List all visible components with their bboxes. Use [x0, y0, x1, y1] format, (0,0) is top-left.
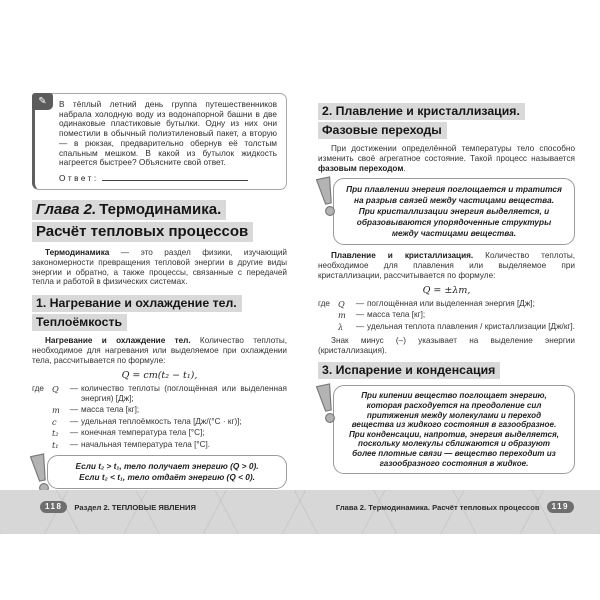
section2-heading: [318, 103, 575, 139]
definition-term: m: [52, 405, 60, 415]
left-page-footer: [40, 501, 196, 513]
section3-heading-line1: 3. Испарение и конденсация: [318, 362, 575, 379]
section1-heading: [32, 295, 287, 331]
note-paragraph: При конденсации, напротив, энергия выделяется, поскольку молекулы сближаются и образуют более плотные связи — вещество переходит из газообразного состояния в жидкое.: [348, 429, 560, 468]
note-box-phase: [333, 178, 575, 245]
question-box: [32, 93, 287, 190]
minus-note: Знак минус (–) указывает на выделение энергии (кристаллизация).: [318, 335, 575, 355]
definition-prefix: [32, 428, 52, 438]
footer-section-label: Раздел 2. ТЕПЛОВЫЕ ЯВЛЕНИЯ: [74, 502, 196, 512]
section2-heading-line1: 2. Плавление и кристаллизация.: [318, 103, 575, 120]
chapter-heading-line2: Расчёт тепловых процессов: [32, 222, 287, 242]
exclamation-icon: [316, 383, 338, 425]
note-box-energy: [47, 455, 287, 489]
section1-definitions: [32, 384, 287, 450]
section2-paragraph1: [318, 144, 575, 173]
chapter-heading: [32, 200, 287, 242]
definition-row: [32, 417, 287, 427]
definition-dash: —: [69, 383, 79, 393]
definition-dash: —: [355, 310, 365, 320]
chapter-number: Глава 2.: [36, 200, 97, 218]
chapter-title-part: Термодинамика.: [99, 200, 222, 218]
exclamation-icon: [316, 176, 338, 218]
section1-text: Количество теплоты, необходимое для нагревания или выделяемое при охлаждении тела, рассчитывается по формуле:: [32, 336, 287, 365]
exclamation-icon: [30, 453, 52, 495]
definition-dash: —: [69, 428, 79, 437]
chapter-heading-line1: [32, 200, 287, 220]
definition-desc: удельная теплоёмкость тела [Дж/(°C · кг)];: [81, 416, 242, 426]
page-number-badge: 118: [40, 501, 67, 513]
section2-text2: .: [403, 163, 406, 173]
section3-heading: [318, 362, 575, 379]
section2-term2: Плавление и кристаллизация.: [331, 251, 474, 261]
definition-desc: масса тела [кг];: [367, 310, 426, 320]
note-line: Если t₂ > t₁, тело получает энергию (Q > 0).: [75, 460, 259, 471]
section2-paragraph2: [318, 251, 575, 280]
definition-term: t₂: [52, 428, 59, 438]
definition-prefix: где: [318, 298, 330, 308]
definition-desc: конечная температура тела [°C];: [81, 428, 205, 437]
note-paragraph: При кипении вещество поглощает энергию, которая расходуется на преодоление сил притяжения между молекулами и переход вещества из жидкого состояния в газообразное.: [351, 391, 557, 430]
definition-prefix: [318, 310, 338, 320]
definition-desc: поглощённая или выделенная энергия [Дж];: [367, 298, 535, 308]
definition-desc: количество теплоты (поглощённая или выделенная энергия) [Дж];: [81, 383, 287, 403]
intro-term: Термодинамика: [45, 247, 110, 257]
footer-chapter-label: Глава 2. Термодинамика. Расчёт тепловых процессов: [335, 502, 540, 512]
definition-term: Q: [52, 383, 59, 394]
definition-dash: —: [355, 321, 365, 331]
note-line: Если t₂ < t₁, тело отдаёт энергию (Q < 0).: [79, 471, 255, 482]
note-box-evaporation: [333, 385, 575, 474]
pencil-icon: ✎: [32, 93, 53, 110]
footer-band: [0, 490, 600, 534]
definition-dash: —: [69, 416, 79, 426]
left-page: [32, 93, 287, 489]
page-number-badge: 119: [547, 501, 574, 513]
definition-row: [32, 384, 287, 404]
definition-prefix: [318, 322, 338, 332]
definition-term: m: [338, 310, 346, 321]
question-text: В тёплый летний день группа путешественников набрала холодную воду из водонапорной башни в две одинаковые пластиковые бутылки. Одну из них они поместили в обычный полиэтиленовый пакет, а вторую — в рюкзак, предварительно обернув её толстым спальным мешком. В какой из бутылок жидкость нагреется быстрее? Объясните свой ответ.: [59, 99, 277, 168]
answer-blank-line: [102, 173, 248, 181]
intro-text: — это раздел физики, изучающий закономерности превращения тепловой энергии в другие виды энергии и обратно, а также процессы, связанные с передачей тепла и работой в физических системах.: [32, 247, 287, 287]
note-text: При плавлении энергия поглощается и тратится на разрыв связей между частицами вещества. При кристаллизации энергия выделяется, и образовываются упорядоченные структуры между частицами вещества.: [346, 184, 562, 239]
definition-dash: —: [69, 405, 79, 414]
definition-dash: —: [355, 298, 365, 308]
intro-paragraph: [32, 248, 287, 287]
definition-prefix: где: [32, 383, 44, 393]
section1-heading-line1: 1. Нагревание и охлаждение тел.: [32, 295, 287, 312]
definition-term: Q: [338, 298, 345, 309]
section1-paragraph: [32, 336, 287, 365]
heat-formula: Q = cm(t₂ − t₁),: [121, 369, 198, 381]
answer-row: [59, 173, 277, 183]
definition-row: [32, 428, 287, 438]
definition-term: c: [52, 416, 57, 427]
definition-prefix: [32, 440, 52, 450]
definition-row: [32, 440, 287, 450]
section2-definitions: [318, 299, 575, 332]
answer-label: Ответ:: [59, 173, 99, 183]
section1-heading-line2: Теплоёмкость: [32, 314, 287, 331]
definition-row: [318, 322, 575, 332]
right-page: [318, 103, 575, 474]
definition-dash: —: [69, 439, 79, 449]
definition-prefix: [32, 405, 52, 415]
definition-prefix: [32, 417, 52, 427]
melting-formula: Q = ±λm,: [422, 284, 471, 296]
section2-heading-line2: Фазовые переходы: [318, 122, 575, 139]
right-page-footer: [336, 501, 574, 513]
section2-term: фазовым переходом: [318, 163, 404, 173]
definition-term: λ: [338, 321, 344, 332]
definition-term: t₁: [52, 439, 59, 450]
definition-row: [318, 299, 575, 309]
section1-term: Нагревание и охлаждение тел.: [45, 336, 191, 346]
definition-desc: удельная теплота плавления / кристаллизации [Дж/кг].: [367, 321, 575, 331]
definition-desc: начальная температура тела [°C].: [81, 439, 211, 449]
section2-text1: При достижении определённой температуры тело способно изменить своё агрегатное состояние. Такой процесс называется: [318, 144, 575, 163]
definition-row: [32, 405, 287, 415]
definition-desc: масса тела [кг];: [81, 405, 140, 414]
definition-row: [318, 310, 575, 320]
section2-text3: Количество теплоты, необходимое для плавления или выделяемое при кристаллизации, рассчитывается по формуле:: [318, 251, 575, 280]
